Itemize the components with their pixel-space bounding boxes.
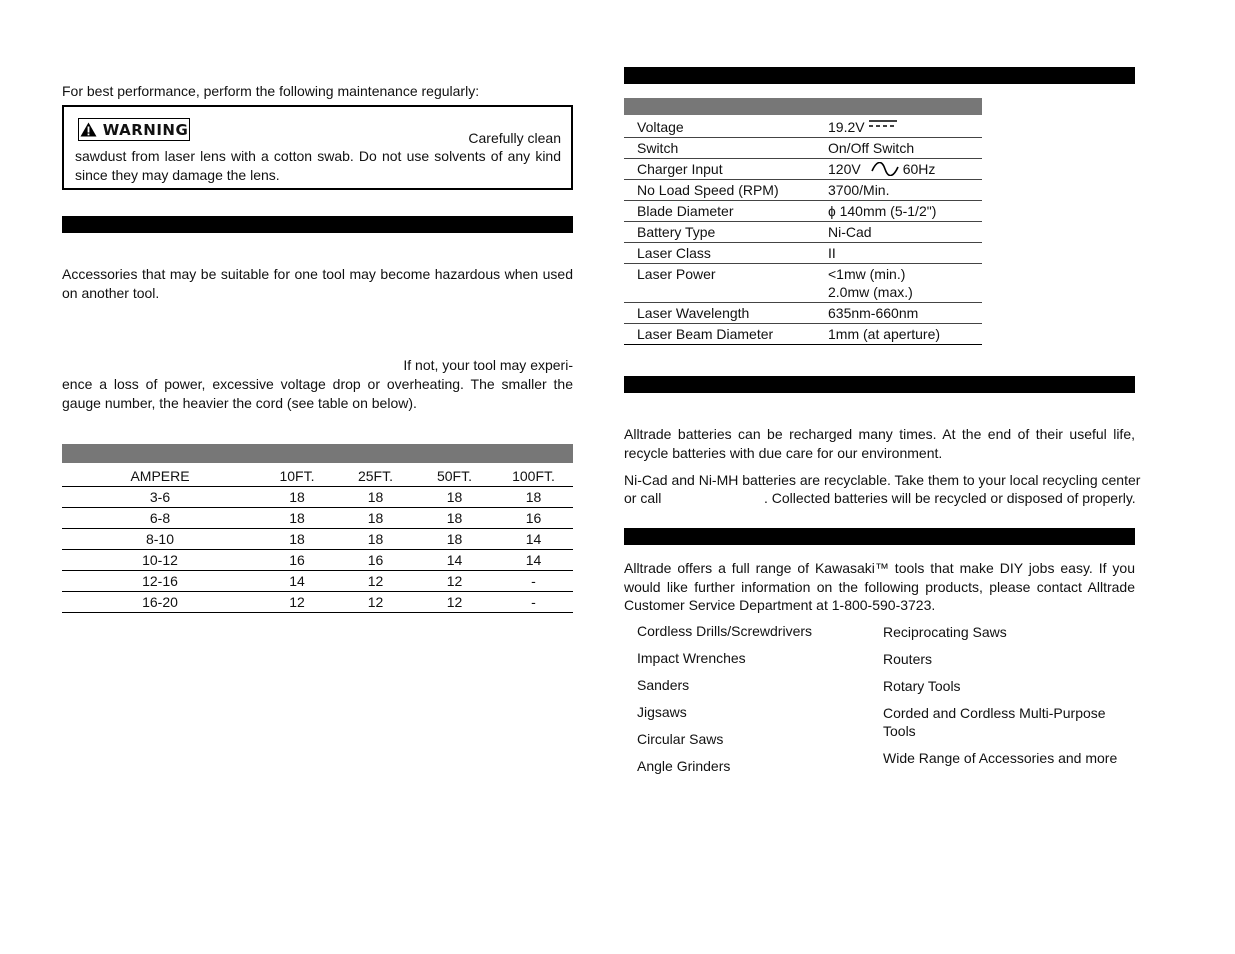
table-cell: 18	[258, 529, 336, 550]
table-cell: 16	[494, 508, 573, 529]
table-cell: 18	[258, 508, 336, 529]
section-bar-accessories	[62, 216, 573, 233]
spec-value-text: 3700/Min.	[828, 182, 890, 198]
spec-table	[624, 117, 982, 345]
cord-text: ence a loss of power, excessive voltage drop or overheating. The smaller the gauge number, the heavier the cord (see table on below).	[62, 376, 573, 411]
table-cell: 8-10	[62, 529, 258, 550]
spec-label: Laser Wavelength	[624, 303, 815, 324]
table-cell: 18	[415, 508, 494, 529]
dc-symbol-icon	[869, 119, 897, 129]
product-item: Cordless Drills/Screwdrivers	[637, 623, 813, 639]
spec-value	[815, 324, 982, 345]
spec-label: Battery Type	[624, 222, 815, 243]
section-bar-products	[624, 528, 1135, 545]
table-cell: 12	[336, 592, 415, 613]
product-item: Jigsaws	[637, 704, 687, 720]
product-item: Reciprocating Saws	[883, 624, 1007, 640]
spec-label: Laser Beam Diameter	[624, 324, 815, 345]
table-cell: -	[494, 592, 573, 613]
accessories-text: Accessories that may be suitable for one tool may become hazardous when used on another tool.	[62, 266, 573, 301]
spec-row	[624, 222, 982, 243]
table-cell: 18	[415, 529, 494, 550]
spec-row	[624, 303, 982, 324]
product-item: Circular Saws	[637, 731, 724, 747]
spec-label: No Load Speed (RPM)	[624, 180, 815, 201]
ac-symbol-icon	[871, 162, 899, 176]
spec-value	[815, 201, 982, 222]
section-bar-recycling	[624, 376, 1135, 393]
warning-label-text: WARNING	[102, 120, 189, 139]
warning-box	[62, 105, 573, 190]
cord-tail-text: If not, your tool may experi-	[403, 357, 573, 373]
spec-label: Charger Input	[624, 159, 815, 180]
product-item: Sanders	[637, 677, 690, 693]
spec-row	[624, 264, 982, 303]
table-cell: 14	[258, 571, 336, 592]
product-item: Angle Grinders	[637, 758, 731, 774]
spec-label: Laser Power	[624, 264, 815, 303]
table-cell: 14	[415, 550, 494, 571]
spec-label: Laser Class	[624, 243, 815, 264]
spec-value-suffix: 60Hz	[902, 161, 936, 177]
warning-body-text: sawdust from laser lens with a cotton swab. Do not use solvents of any kind since they may damage the lens.	[75, 148, 561, 183]
table-cell: 6-8	[62, 508, 258, 529]
table-cell: 10-12	[62, 550, 258, 571]
spec-value-text: 1mm (at aperture)	[828, 326, 941, 342]
table-cell: 14	[494, 529, 573, 550]
spec-value	[815, 138, 982, 159]
product-item: Routers	[883, 651, 933, 667]
table-cell: 18	[336, 508, 415, 529]
spec-value	[815, 180, 982, 201]
cord-table-header-bar	[62, 444, 573, 463]
spec-label: Switch	[624, 138, 815, 159]
warning-tail-text: Carefully clean	[468, 130, 561, 146]
spec-value-text: 19.2V	[828, 119, 865, 135]
table-cell: 50FT.	[415, 466, 494, 487]
maintenance-intro: For best performance, perform the following maintenance regularly:	[62, 83, 480, 99]
spec-row	[624, 201, 982, 222]
table-cell: 18	[336, 529, 415, 550]
table-row	[62, 529, 573, 550]
table-row	[62, 550, 573, 571]
table-cell: AMPERE	[62, 466, 258, 487]
table-cell: 12	[415, 571, 494, 592]
table-cell: 12	[336, 571, 415, 592]
spec-value-text: Ni-Cad	[828, 224, 872, 240]
table-cell: 12	[415, 592, 494, 613]
spec-label: Voltage	[624, 117, 815, 138]
table-cell: 12	[258, 592, 336, 613]
table-row	[62, 571, 573, 592]
table-cell: 18	[258, 487, 336, 508]
table-cell: 16	[336, 550, 415, 571]
spec-value-line2: 2.0mw (max.)	[828, 284, 913, 300]
recycle-text-2a: Ni-Cad and Ni-MH batteries are recyclable. Take them to your local recycling center	[624, 472, 1141, 488]
spec-value-text: 635nm-660nm	[828, 305, 919, 321]
spec-row	[624, 117, 982, 138]
table-row	[62, 508, 573, 529]
table-cell: 100FT.	[494, 466, 573, 487]
product-item: Wide Range of Accessories and more	[883, 750, 1118, 766]
spec-value-text: <1mw (min.)	[828, 266, 906, 282]
spec-value-text: On/Off Switch	[828, 140, 915, 156]
spec-value	[815, 117, 982, 138]
recycle-text-1: Alltrade batteries can be recharged many times. At the end of their useful life, recycle batteries with due care for our environment.	[624, 426, 1135, 461]
table-cell: 12-16	[62, 571, 258, 592]
table-cell: 16	[258, 550, 336, 571]
product-item: Impact Wrenches	[637, 650, 746, 666]
products-intro: Alltrade offers a full range of Kawasaki™ tools that make DIY jobs easy. If you would like further information on the following products, please contact Alltrade Customer Service Department at 1-800-590-3723.	[624, 560, 1135, 613]
spec-value	[815, 303, 982, 324]
table-row	[62, 487, 573, 508]
table-cell: -	[494, 571, 573, 592]
product-item: Corded and Cordless Multi-Purpose Tools	[883, 705, 1106, 739]
spec-row	[624, 243, 982, 264]
table-row	[62, 592, 573, 613]
recycle-text-2c: . Collected batteries will be recycled or disposed of properly.	[764, 490, 1136, 506]
spec-row	[624, 159, 982, 180]
extension-cord-table	[62, 466, 573, 613]
spec-value	[815, 264, 982, 303]
warning-triangle-icon	[80, 122, 97, 137]
table-cell: 18	[336, 487, 415, 508]
spec-row	[624, 180, 982, 201]
table-cell: 25FT.	[336, 466, 415, 487]
spec-value-text: 120V	[828, 161, 861, 177]
spec-label: Blade Diameter	[624, 201, 815, 222]
table-cell: 14	[494, 550, 573, 571]
recycle-text-2b: or call	[624, 490, 662, 506]
product-item: Rotary Tools	[883, 678, 961, 694]
spec-value	[815, 243, 982, 264]
table-cell: 3-6	[62, 487, 258, 508]
table-cell: 18	[415, 487, 494, 508]
spec-value	[815, 222, 982, 243]
spec-value	[815, 159, 982, 180]
warning-label	[78, 118, 190, 141]
cord-table-header-row	[62, 466, 573, 487]
section-bar-specifications	[624, 67, 1135, 84]
spec-value-text: II	[828, 245, 836, 261]
spec-value-text: ɸ 140mm (5-1/2")	[828, 203, 937, 219]
table-cell: 10FT.	[258, 466, 336, 487]
table-cell: 16-20	[62, 592, 258, 613]
spec-row	[624, 324, 982, 345]
spec-row	[624, 138, 982, 159]
table-cell: 18	[494, 487, 573, 508]
spec-table-header-bar	[624, 98, 982, 115]
